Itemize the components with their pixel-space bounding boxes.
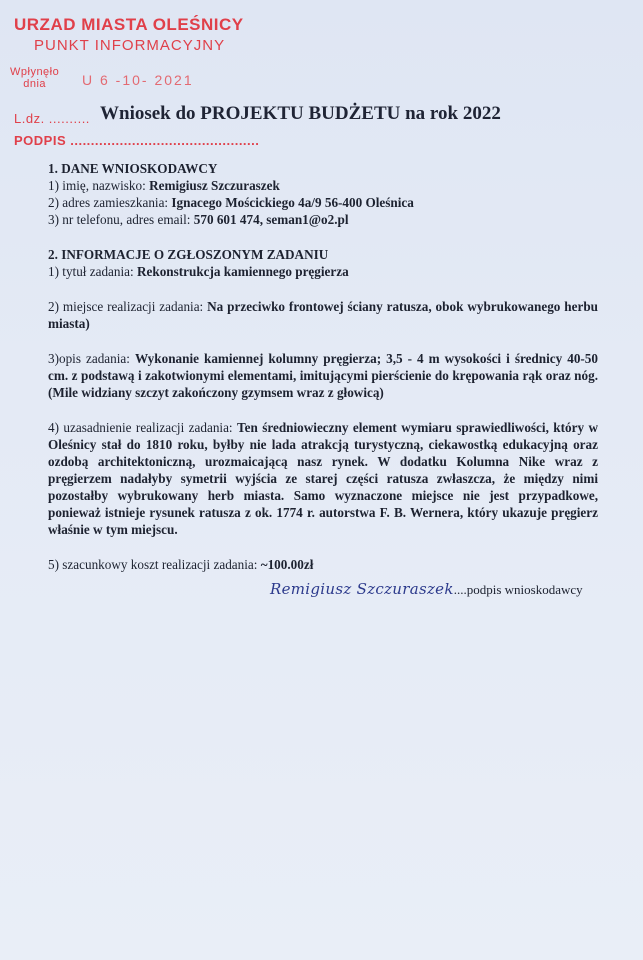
name-value: Remigiusz Szczuraszek <box>149 178 280 193</box>
description-label: 3)opis zadania: <box>48 351 130 366</box>
stamp-received-label-2: dnia <box>23 78 47 90</box>
contact-label: 3) nr telefonu, adres email: <box>48 212 191 227</box>
justification-label: 4) uzasadnienie realizacji zadania: <box>48 420 233 435</box>
signature-row <box>270 580 610 598</box>
stamp-received-date: U 6 -10- 2021 <box>82 72 194 88</box>
task-title-value: Rekonstrukcja kamiennego pręgierza <box>136 264 349 279</box>
description-paragraph <box>48 350 598 401</box>
document-body <box>48 160 598 573</box>
place-value: Na przeciwko frontowej ściany ratusza, obok wybrukowanego herbu miasta) <box>48 299 598 331</box>
name-line <box>48 177 598 194</box>
signature-dots: .... <box>453 582 467 597</box>
signature-caption: podpis wnioskodawcy <box>466 582 583 597</box>
address-line <box>48 194 598 211</box>
address-value: Ignacego Mościckiego 4a/9 56-400 Oleśnica <box>171 195 414 210</box>
stamp-ldz: L.dz. .......... <box>14 111 90 126</box>
stamp-podpis: PODPIS .............................................. <box>14 133 260 148</box>
handwritten-signature: Remigiusz Szczuraszek <box>270 580 454 598</box>
stamp-received-label <box>10 66 59 90</box>
cost-value: ~100.00zł <box>260 557 314 572</box>
contact-line <box>48 211 598 228</box>
address-label: 2) adres zamieszkania: <box>48 195 169 210</box>
task-title-label: 1) tytuł zadania: <box>48 264 134 279</box>
document-title: Wniosek do PROJEKTU BUDŻETU na rok 2022 <box>100 103 501 124</box>
task-title-line <box>48 263 598 280</box>
description-value: Wykonanie kamiennej kolumny pręgierza; 3,5 - 4 m wysokości i średnicy 40-50 cm. z podstawą i zakotwionymi elementami, imitującymi pierścienie do krępowania rąk oraz nóg. (Mile widziany szczyt zakończony gzymsem wraz z głowicą) <box>48 351 598 400</box>
place-paragraph <box>48 298 598 332</box>
cost-label: 5) szacunkowy koszt realizacji zadania: <box>48 557 258 572</box>
name-label: 1) imię, nazwisko: <box>48 178 146 193</box>
section2-heading: 2. INFORMACJE O ZGŁOSZONYM ZADANIU <box>48 247 329 262</box>
cost-line <box>48 556 598 573</box>
justification-paragraph <box>48 419 598 538</box>
justification-value: Ten średniowieczny element wymiaru sprawiedliwości, który w Oleśnicy stał do 1810 roku, byłby nie lada atrakcją turystyczną, ciekawostką edukacyjną oraz ozdobą architektoniczną, urozmaicającą nasz rynek. W dodatku Kolumna Nike wraz z pręgierzem nadałyby symetrii wyjścia ze starej części ratusza zwłaszcza, że między nimi pozostałby wybrukowany herb miasta. Samo wyznaczone miejsce nie jest przypadkowe, ponieważ istnieje rysunek ratusza z ok. 1774 r. autorstwa F. B. Wernera, który ukazuje pręgierz właśnie w tym miejscu. <box>48 420 599 537</box>
stamp-office-name: URZAD MIASTA OLEŚNICY <box>14 15 244 34</box>
stamp-received-label-1: Wpłynęło <box>10 66 60 78</box>
section1-heading: 1. DANE WNIOSKODAWCY <box>48 161 218 176</box>
contact-value: 570 601 474, seman1@o2.pl <box>193 212 349 227</box>
place-label: 2) miejsce realizacji zadania: <box>48 299 204 314</box>
stamp-point-name: PUNKT INFORMACYJNY <box>34 37 226 54</box>
